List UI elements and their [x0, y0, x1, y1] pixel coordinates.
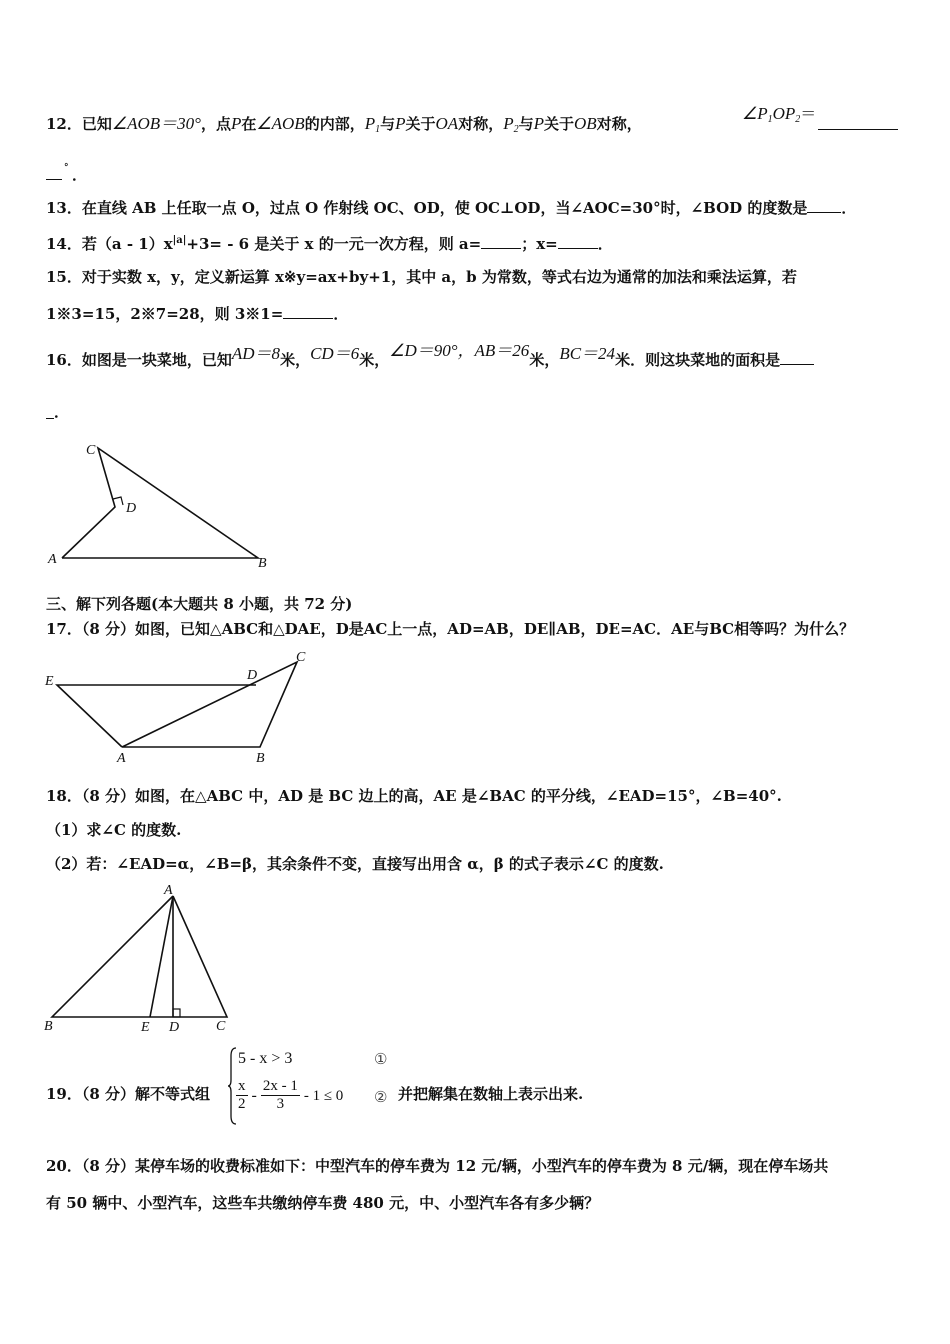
q15-answer-blank	[283, 304, 333, 319]
fig16-label-a: A	[48, 552, 57, 567]
figure-17	[40, 645, 320, 770]
q12-point-p: P	[395, 114, 406, 133]
fig16-label-b: B	[258, 556, 267, 571]
q12-p1-letter: P	[364, 114, 376, 133]
fig17-triangle-dae	[57, 685, 256, 747]
fig17-label-e: E	[45, 674, 54, 689]
q15-end: ．	[333, 305, 349, 323]
q12-text: 对称，	[458, 115, 504, 133]
q12-text: 与	[380, 115, 396, 133]
fig17-label-c: C	[296, 650, 306, 665]
question-20-line1: 20．（8 分）某停车场的收费标准如下：中型汽车的停车费为 12 元/辆，小型汽车的停车费为 8 元/辆，现在停车场共	[46, 1157, 829, 1175]
question-19-prefix: 19．（8 分）解不等式组	[46, 1085, 211, 1103]
q12-answer-blank	[818, 129, 898, 130]
q12-angle-op: OP	[772, 104, 796, 123]
figure-16	[40, 436, 280, 576]
q16-end: ．	[54, 403, 70, 421]
q12-p2	[503, 114, 518, 133]
q12-p2-letter: P	[503, 114, 514, 133]
q19-frac2-num: 2x - 1	[262, 1078, 298, 1094]
q14-x-blank	[558, 234, 598, 249]
fig16-quadrilateral	[62, 448, 258, 558]
question-17: 17．（8 分）如图，已知△ABC和△DAE，D是AC上一点，AD=AB，DE∥AB，DE=AC．AE与BC相等吗？为什么？	[46, 620, 855, 638]
q12-text: ，点	[200, 115, 231, 133]
q16-text: 米，	[359, 351, 390, 369]
q12-ob: OB	[574, 114, 597, 133]
q19-rest: - 1 ≤ 0	[303, 1088, 344, 1104]
figure-18	[40, 880, 250, 1040]
question-20-line2: 有 50 辆中、小型汽车，这些车共缴纳停车费 480 元，中、小型汽车各有多少辆？	[46, 1194, 600, 1212]
q13-answer-blank	[807, 198, 841, 213]
q14-a-blank	[481, 234, 521, 249]
q16-text: 米．则这块菜地的面积是	[615, 351, 781, 369]
q14-text: 14．若（a - 1）x	[46, 235, 173, 253]
q16-text: 米，	[529, 351, 560, 369]
q19-frac1-num: x	[238, 1078, 246, 1094]
q12-number: 12．已知	[46, 115, 112, 133]
question-16	[46, 341, 814, 370]
question-18-part-2: （2）若：∠EAD=α，∠B=β，其余条件不变，直接写出用含 α，β 的式子表示∠C 的度数.	[46, 855, 664, 873]
q12-text: 关于	[405, 115, 436, 133]
q12-angle-p1op2	[742, 104, 816, 130]
q19-inequality-system	[228, 1046, 396, 1126]
fig18-label-d: D	[169, 1020, 180, 1035]
q19-minus: -	[251, 1087, 257, 1104]
section-3-heading: 三、解下列各题(本大题共 8 小题，共 72 分)	[46, 595, 353, 613]
fig18-label-a: A	[164, 883, 173, 898]
q12-angle-aob-2: ∠AOB	[256, 114, 305, 133]
fig18-label-c: C	[216, 1019, 226, 1034]
q14-text: ；x=	[521, 235, 558, 253]
question-15-line2	[46, 304, 348, 324]
question-15-line1: 15．对于实数 x，y，定义新运算 x※y=ax+by+1，其中 a，b 为常数，等式右边为通常的加法和乘法运算，若	[46, 268, 797, 286]
q12-p1-sub: 1	[375, 124, 381, 135]
fig18-label-b: B	[44, 1019, 53, 1034]
q16-bc: BC＝24	[559, 344, 616, 363]
fig18-triangle-abc	[52, 896, 227, 1017]
q16-text: 米，	[280, 351, 311, 369]
q16-ad: AD＝8	[231, 344, 281, 363]
q19-frac1-den: 2	[238, 1096, 246, 1112]
q14-text: ．	[597, 235, 613, 253]
question-13	[46, 198, 856, 218]
q12-p1	[365, 114, 380, 133]
q19-inequality-2	[236, 1078, 343, 1113]
q12-p2-sub: 2	[513, 124, 519, 135]
fig16-label-c: C	[86, 443, 96, 458]
q12-degree: °	[64, 163, 69, 173]
q12-text: 与	[518, 115, 534, 133]
q14-text: +3= - 6 是关于 x 的一元一次方程，则 a=	[186, 235, 482, 253]
q19-fraction-2x-1-over-3	[261, 1078, 300, 1113]
question-18: 18．（8 分）如图，在△ABC 中，AD 是 BC 边上的高，AE 是∠BAC 的平分线，∠EAD=15°，∠B=40°.	[46, 787, 782, 805]
q16-angle-d: ∠D＝90°，AB＝26	[389, 341, 530, 360]
q19-inequality-1	[238, 1050, 292, 1068]
q15-text: 1※3=15，2※7=28，则 3※1=	[46, 305, 284, 323]
q12-text: 对称，	[596, 115, 642, 133]
q12-equals: ＝	[800, 106, 817, 123]
q19-ineq1-text: 5 - x > 3	[238, 1050, 293, 1067]
fig17-label-d: D	[247, 668, 258, 683]
fig18-right-angle-mark	[173, 1009, 180, 1017]
q13-end: ．	[841, 199, 857, 217]
q12-text: 在	[241, 115, 257, 133]
q19-fraction-x-over-2	[236, 1078, 248, 1113]
q12-text: 的内部，	[304, 115, 365, 133]
question-12	[46, 114, 642, 140]
q12-angle-p: ∠P	[742, 104, 768, 123]
q16-cd: CD＝6	[310, 344, 360, 363]
q12-oa: OA	[435, 114, 459, 133]
fig17-label-a: A	[117, 751, 126, 766]
question-18-part-1: （1）求∠C 的度数.	[46, 821, 182, 839]
q12-answer-blank-cont	[46, 179, 62, 180]
fig16-label-d: D	[126, 501, 137, 516]
q12-point-p: P	[230, 114, 242, 133]
q12-angle-aob: ∠AOB＝30°	[111, 114, 201, 133]
q12-point-p: P	[533, 114, 544, 133]
question-14	[46, 231, 613, 254]
q19-circle-2: ②	[374, 1088, 388, 1106]
q19-circle-1: ①	[374, 1050, 388, 1068]
fig18-bisector-ae	[150, 896, 173, 1017]
q12-text: 关于	[544, 115, 575, 133]
q12-period: ．	[72, 166, 88, 184]
q16-text: 16．如图是一块菜地，已知	[46, 351, 232, 369]
q13-text: 13．在直线 AB 上任取一点 O，过点 O 作射线 OC、OD，使 OC⊥OD，当∠AOC=30°时，∠BOD 的度数是	[46, 199, 808, 217]
q16-answer-blank	[780, 350, 814, 365]
q14-exponent: |a|	[172, 235, 187, 246]
q19-frac2-den: 3	[276, 1096, 285, 1112]
q12-angle-sub2: 2	[795, 114, 801, 125]
fig18-label-e: E	[141, 1020, 150, 1035]
fig17-triangle-abc	[122, 662, 297, 747]
q12-angle-sub1: 1	[767, 114, 773, 125]
question-19-suffix: 并把解集在数轴上表示出来.	[398, 1085, 584, 1103]
fig17-label-b: B	[256, 751, 265, 766]
q16-answer-blank-cont	[46, 418, 54, 419]
